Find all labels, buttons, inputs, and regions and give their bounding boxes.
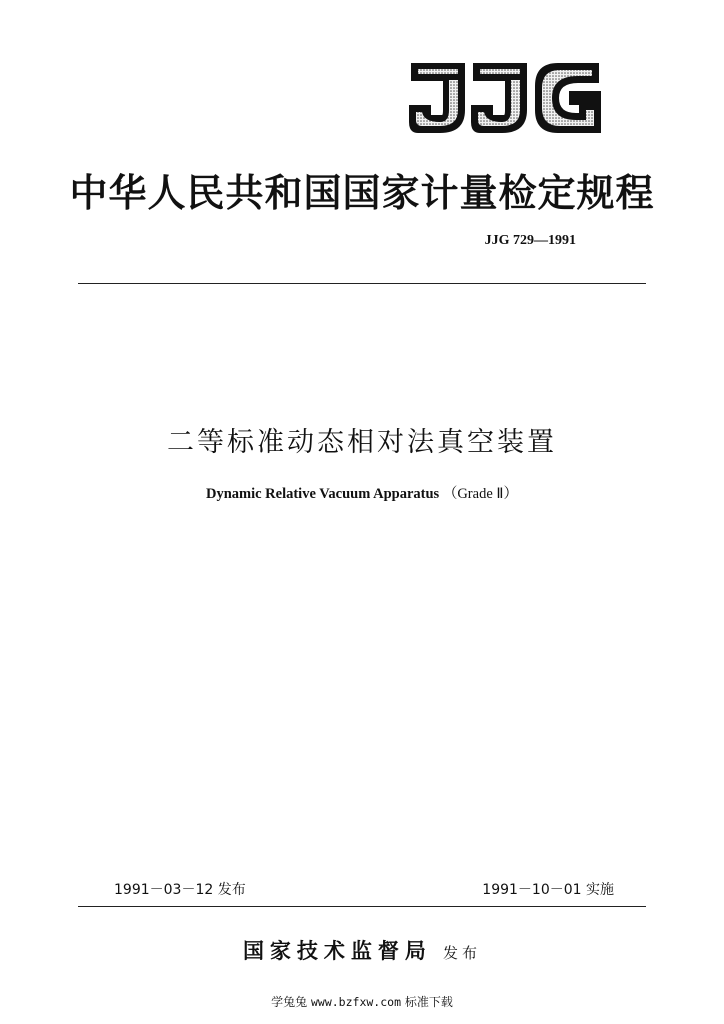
effective-date: 1991－10－01 实施 xyxy=(482,882,614,898)
publisher-line xyxy=(0,935,724,965)
top-divider xyxy=(78,283,646,284)
publisher-verb: 发布 xyxy=(443,944,482,962)
document-subtitle xyxy=(0,482,724,503)
bottom-divider xyxy=(78,906,646,907)
footer-tagline: 标准下载 xyxy=(404,995,453,1009)
logo-letter-j-1 xyxy=(410,64,464,132)
logo-letter-j-2 xyxy=(472,64,526,132)
publisher-name: 国家技术监督局 xyxy=(242,938,432,963)
footer-site-name: 学兔兔 xyxy=(271,995,308,1009)
issue-date: 1991－03－12 发布 xyxy=(114,882,246,898)
subtitle-grade: （Grade Ⅱ） xyxy=(442,486,519,502)
footer-watermark xyxy=(0,993,724,1010)
subtitle-english: Dynamic Relative Vacuum Apparatus xyxy=(205,486,440,502)
org-title: 中华人民共和国国家计量检定规程 xyxy=(69,170,655,215)
standard-number: JJG 729—1991 xyxy=(484,233,576,248)
footer-url[interactable]: www.bzfxw.com xyxy=(310,995,401,1009)
document-title: 二等标准动态相对法真空装置 xyxy=(167,427,557,458)
jjg-logo xyxy=(408,60,604,136)
logo-letter-g xyxy=(536,64,600,132)
